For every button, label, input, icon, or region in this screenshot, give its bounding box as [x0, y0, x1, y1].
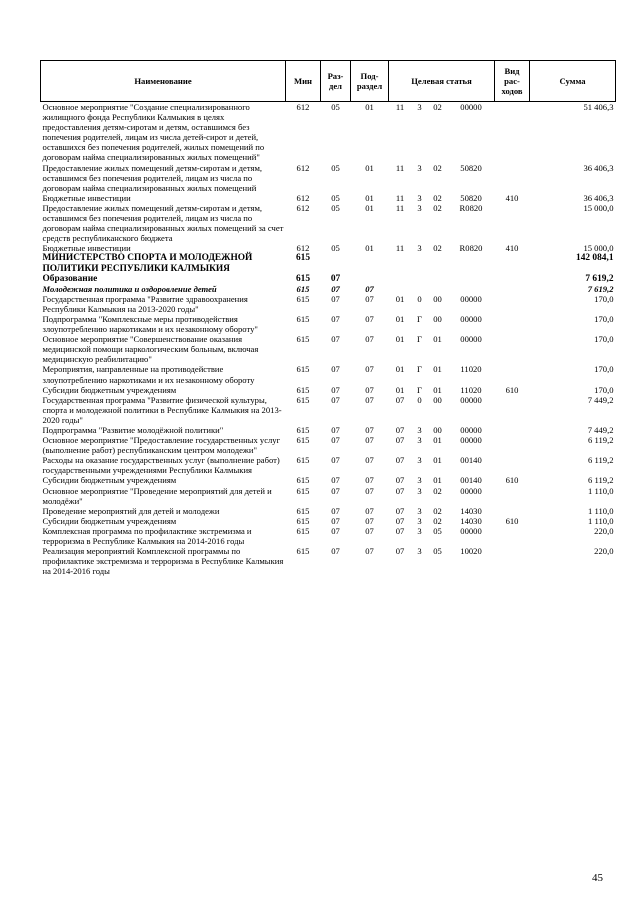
row-razdel: 07 — [331, 425, 340, 435]
row-min: 615 — [295, 253, 311, 264]
row-target-2: Г — [417, 334, 422, 345]
row-min: 612 — [296, 102, 310, 112]
table-row — [41, 284, 616, 294]
row-podrazdel: 07 — [365, 334, 374, 345]
row-target-2: Г — [417, 313, 422, 324]
row-vid — [495, 163, 530, 193]
header-target: Целевая статья — [389, 61, 495, 102]
table-row — [41, 294, 616, 314]
row-target-2: 3 — [417, 435, 422, 446]
row-vid — [495, 284, 530, 294]
row-target-1: 11 — [395, 243, 405, 254]
table-row — [41, 364, 616, 384]
row-target-1: 07 — [395, 505, 405, 516]
row-sum: 7 449,2 — [587, 425, 614, 435]
row-name: Субсидии бюджетным учреждениям — [42, 515, 177, 526]
row-vid — [495, 486, 530, 506]
row-target-3: 00 — [433, 293, 442, 304]
row-target-2: Г — [417, 384, 422, 395]
row-target-1: 07 — [395, 435, 405, 446]
row-name: Бюджетные инвестиции — [42, 243, 131, 254]
row-name: Предоставление жилых помещений детям-сиротам и детям, оставшимся без попечения родителей, лицам из числа по договорам найма специализированных жилых помещений за счет средств республиканского бюджета — [42, 202, 284, 244]
row-podrazdel: 07 — [365, 435, 374, 446]
row-target-3: 02 — [433, 202, 442, 213]
row-target-1: 07 — [395, 475, 405, 486]
row-vid — [495, 334, 530, 364]
row-min: 612 — [296, 202, 310, 213]
row-name: Субсидии бюджетным учреждениям — [42, 384, 177, 395]
row-razdel: 07 — [331, 394, 340, 405]
table-row — [41, 455, 616, 475]
row-vid — [495, 294, 530, 314]
header-podrazdel: Под- раздел — [351, 61, 389, 102]
row-target-3: 00 — [433, 313, 442, 324]
row-sum: 220,0 — [594, 525, 614, 536]
row-name: Реализация мероприятий Комплексной программы по профилактике экстремизма и терроризма в Республике Калмыкия на 2014-2016 годы — [42, 546, 284, 577]
row-name: Комплексная программа по профилактике экстремизма и терроризма в Республике Калмыкия на 2014-2016 годы — [42, 525, 252, 547]
row-min: 615 — [296, 525, 310, 536]
row-sum: 15 000,0 — [583, 202, 614, 213]
row-target-4: R0820 — [459, 202, 483, 213]
row-min: 615 — [296, 515, 310, 526]
row-podrazdel: 07 — [365, 364, 374, 375]
table-row — [41, 253, 616, 273]
row-min: 615 — [296, 364, 310, 375]
row-razdel: 07 — [331, 515, 340, 526]
row-target-2: 0 — [417, 394, 422, 405]
row-sum: 1 110,0 — [588, 485, 614, 496]
row-min: 615 — [296, 283, 310, 294]
row-target-4: 50820 — [460, 162, 482, 173]
row-target-1: 07 — [395, 485, 405, 496]
row-sum: 6 119,2 — [588, 435, 614, 446]
row-razdel: 05 — [331, 102, 340, 112]
row-target-2: 3 — [417, 243, 422, 254]
row-min: 612 — [296, 243, 310, 254]
row-vid — [495, 546, 530, 576]
row-target-3: 01 — [433, 455, 442, 466]
row-min: 615 — [296, 546, 310, 557]
row-sum: 170,0 — [594, 384, 614, 395]
row-target-3: 02 — [433, 515, 442, 526]
row-target-1: 11 — [395, 192, 405, 203]
row-target-2: 3 — [417, 525, 422, 536]
table-row — [41, 435, 616, 455]
table-row — [41, 314, 616, 334]
table-row — [41, 243, 616, 253]
row-target-4: 14030 — [460, 515, 482, 526]
row-target-3: 05 — [433, 546, 442, 557]
table-row — [41, 203, 616, 243]
row-min: 615 — [296, 505, 310, 516]
row-razdel: 07 — [331, 455, 340, 466]
row-podrazdel: 07 — [365, 485, 374, 496]
row-target-3: 01 — [433, 475, 442, 486]
row-podrazdel: 07 — [365, 525, 374, 536]
table-row — [41, 193, 616, 203]
row-target-1: 01 — [395, 334, 405, 345]
row-target-3: 01 — [433, 364, 442, 375]
row-podrazdel: 07 — [365, 394, 374, 405]
row-target-4: R0820 — [459, 243, 483, 254]
row-name: Расходы на оказание государственных услуг (выполнение работ) государственными учреждениями Республики Калмыкия — [42, 455, 280, 476]
row-target-4: 11020 — [460, 384, 482, 395]
row-target-1: 07 — [395, 455, 405, 466]
row-target-2: 3 — [417, 102, 422, 112]
row-podrazdel: 07 — [365, 515, 374, 526]
row-name: Государственная программа "Развитие здравоохранения Республики Калмыкия на 2013-2020 годы" — [42, 293, 248, 314]
row-target-3: 02 — [433, 102, 442, 112]
row-podrazdel — [351, 274, 389, 284]
row-target-3: 02 — [433, 192, 442, 203]
table-row — [41, 506, 616, 516]
row-sum: 7 449,2 — [587, 394, 614, 405]
row-target-2: 3 — [417, 202, 422, 213]
row-name: Основное мероприятие "Совершенствование оказания медицинской помощи наркологическим больным, включая медицинскую реабилитацию" — [42, 334, 259, 365]
budget-table — [40, 60, 616, 576]
table-row — [41, 546, 616, 576]
row-vid — [495, 526, 530, 546]
row-target-3: 02 — [433, 243, 442, 254]
header-razdel: Раз- дел — [321, 61, 351, 102]
table-body — [41, 102, 616, 577]
row-sum: 170,0 — [594, 364, 614, 375]
row-podrazdel: 07 — [365, 546, 374, 557]
row-target-4: 00140 — [460, 475, 482, 486]
table-row — [41, 102, 616, 163]
row-sum: 7 619,2 — [585, 273, 614, 284]
row-name: Субсидии бюджетным учреждениям — [42, 475, 177, 486]
table-row — [41, 385, 616, 395]
row-target-3: 02 — [433, 505, 442, 516]
row-target-4: 50820 — [460, 192, 482, 203]
row-razdel — [321, 253, 351, 273]
row-sum: 142 084,1 — [576, 253, 614, 264]
budget-document — [40, 60, 615, 576]
row-min: 615 — [296, 435, 310, 446]
row-min: 615 — [296, 334, 310, 345]
row-target-2 — [412, 284, 428, 294]
row-vid: 610 — [505, 475, 519, 486]
table-row — [41, 274, 616, 284]
row-target-1: 01 — [395, 293, 405, 304]
row-vid — [495, 435, 530, 455]
row-target-1: 01 — [395, 364, 405, 375]
row-target-2: Г — [417, 364, 422, 375]
row-target-4: 00000 — [460, 435, 482, 446]
row-sum: 6 119,2 — [588, 455, 614, 466]
row-name: Подпрограмма "Развитие молодёжной политики" — [42, 425, 224, 435]
row-podrazdel: 01 — [365, 102, 374, 112]
row-name: Основное мероприятие "Проведение мероприятий для детей и молодёжи" — [42, 485, 272, 506]
row-target-2: 3 — [417, 455, 422, 466]
row-target-3: 01 — [433, 384, 442, 395]
row-target-1: 07 — [395, 546, 405, 557]
row-target-3 — [428, 284, 448, 294]
row-target-1: 07 — [395, 394, 405, 405]
row-name: Образование — [42, 273, 98, 284]
row-target-3: 02 — [433, 162, 442, 173]
row-name: Государственная программа "Развитие физической культуры, спорта и молодежной политики в Республике Калмыкия на 2013-2020 годы" — [42, 394, 282, 425]
row-vid: 410 — [505, 243, 519, 254]
row-vid: 610 — [505, 515, 519, 526]
row-min: 612 — [296, 192, 310, 203]
row-vid: 610 — [505, 384, 519, 395]
row-name: Подпрограмма "Комплексные меры противодействия злоупотреблению наркотиками и их незаконному обороту" — [42, 313, 258, 335]
row-vid: 410 — [505, 192, 519, 203]
row-target-4: 11020 — [460, 364, 482, 375]
row-sum: 36 406,3 — [583, 162, 614, 173]
header-min: Мин — [286, 61, 321, 102]
row-name: Проведение мероприятий для детей и молодежи — [42, 505, 220, 516]
row-razdel: 07 — [331, 475, 340, 486]
row-sum: 51 406,3 — [583, 102, 614, 112]
row-vid — [495, 203, 530, 243]
row-vid — [495, 506, 530, 516]
row-podrazdel: 01 — [365, 202, 374, 213]
row-name: Мероприятия, направленные на противодействие злоупотреблению наркотиками и их незаконному обороту — [42, 364, 255, 385]
row-name: Основное мероприятие "Предоставление государственных услуг (выполнение работ) республиканским центром молодежи" — [42, 435, 281, 456]
row-target-3 — [428, 253, 448, 273]
row-min: 615 — [296, 455, 310, 466]
row-razdel: 05 — [331, 192, 340, 203]
row-min: 615 — [296, 293, 310, 304]
row-target-4: 14030 — [460, 505, 482, 516]
row-target-3: 02 — [433, 485, 442, 496]
row-sum: 1 110,0 — [588, 515, 614, 526]
row-vid — [495, 455, 530, 475]
row-razdel: 07 — [331, 435, 340, 446]
row-target-2 — [412, 253, 428, 273]
table-row — [41, 163, 616, 193]
page-number: 45 — [592, 872, 603, 884]
row-razdel: 07 — [331, 546, 340, 557]
row-podrazdel: 01 — [365, 243, 374, 254]
row-razdel: 07 — [330, 273, 341, 284]
table-row — [41, 516, 616, 526]
row-min: 612 — [296, 162, 310, 173]
row-target-2 — [412, 274, 428, 284]
row-target-2: 3 — [417, 505, 422, 516]
row-target-4 — [448, 274, 495, 284]
row-target-1: 07 — [395, 525, 405, 536]
row-target-4: 00000 — [460, 525, 482, 536]
row-target-1: 01 — [395, 384, 405, 395]
row-target-4: 00140 — [460, 455, 482, 466]
header-sum: Сумма — [530, 61, 616, 102]
row-podrazdel: 01 — [365, 192, 374, 203]
row-target-3: 01 — [433, 334, 442, 345]
row-target-4 — [448, 253, 495, 273]
row-target-3: 00 — [433, 425, 442, 435]
row-podrazdel: 07 — [365, 293, 374, 304]
table-row — [41, 526, 616, 546]
row-target-4: 00000 — [460, 394, 482, 405]
row-target-2: 3 — [417, 515, 422, 526]
row-razdel: 07 — [331, 313, 340, 324]
row-vid — [495, 364, 530, 384]
row-sum: 170,0 — [594, 334, 614, 345]
row-sum: 1 110,0 — [588, 505, 614, 516]
row-name: МИНИСТЕРСТВО СПОРТА И МОЛОДЕЖНОЙ ПОЛИТИКИ РЕСПУБЛИКИ КАЛМЫКИЯ — [42, 253, 253, 274]
row-sum: 170,0 — [594, 293, 614, 304]
row-target-3: 05 — [433, 525, 442, 536]
row-target-1 — [389, 253, 412, 273]
row-podrazdel: 07 — [365, 505, 374, 516]
row-sum: 7 619,2 — [587, 283, 614, 294]
row-target-3: 00 — [433, 394, 442, 405]
row-razdel: 07 — [331, 364, 340, 375]
row-podrazdel — [351, 253, 389, 273]
row-target-4: 00000 — [460, 485, 482, 496]
row-min: 615 — [296, 384, 310, 395]
row-podrazdel: 07 — [365, 384, 374, 395]
row-razdel: 07 — [331, 384, 340, 395]
table-row — [41, 395, 616, 425]
row-target-1 — [389, 274, 412, 284]
header-vid: Вид рас- ходов — [495, 61, 530, 102]
row-target-2: 3 — [417, 475, 422, 486]
row-podrazdel: 07 — [365, 425, 374, 435]
row-name: Бюджетные инвестиции — [42, 192, 131, 203]
row-target-1 — [389, 284, 412, 294]
row-sum: 220,0 — [594, 546, 614, 557]
row-min: 615 — [296, 485, 310, 496]
row-target-4: 00000 — [460, 293, 482, 304]
row-target-1: 07 — [395, 515, 405, 526]
row-target-4 — [448, 284, 495, 294]
row-sum: 170,0 — [594, 313, 614, 324]
row-vid — [495, 425, 530, 435]
table-row — [41, 475, 616, 485]
row-target-4: 00000 — [460, 425, 482, 435]
row-razdel: 05 — [331, 243, 340, 254]
table-row — [41, 334, 616, 364]
row-sum: 6 119,2 — [588, 475, 614, 486]
row-razdel: 07 — [331, 283, 340, 294]
header-name: Наименование — [41, 61, 286, 102]
row-target-2: 3 — [417, 192, 422, 203]
row-target-1: 01 — [395, 313, 405, 324]
row-target-2: 3 — [417, 485, 422, 496]
row-name: Молодежная политика и оздоровление детей — [42, 283, 217, 294]
row-target-1: 11 — [395, 162, 405, 173]
row-razdel: 07 — [331, 334, 340, 345]
row-min: 615 — [295, 273, 311, 284]
row-vid — [495, 395, 530, 425]
row-target-3 — [428, 274, 448, 284]
row-target-2: 3 — [417, 425, 422, 435]
row-target-2: 3 — [417, 162, 422, 173]
row-vid — [495, 274, 530, 284]
row-target-2: 3 — [417, 546, 422, 557]
row-target-4: 00000 — [460, 102, 482, 112]
row-podrazdel: 07 — [365, 313, 374, 324]
row-target-1: 11 — [395, 102, 405, 112]
row-vid — [495, 314, 530, 334]
row-razdel: 07 — [331, 505, 340, 516]
row-target-1: 07 — [395, 425, 405, 435]
row-podrazdel: 07 — [365, 283, 374, 294]
row-name: Основное мероприятие "Создание специализированного жилищного фонда Республики Калмыкия в целях предоставления детям-сиротам и детям, оставшимся без попечения родителей, лицам из числа детей-сирот и детей, оставшихся без попечения родителей, жилых помещений по договорам найма специализированных жилых помещений" — [42, 102, 265, 163]
row-vid — [495, 102, 530, 163]
row-razdel: 07 — [331, 485, 340, 496]
row-razdel: 07 — [331, 525, 340, 536]
row-podrazdel: 07 — [365, 475, 374, 486]
row-min: 615 — [296, 394, 310, 405]
table-header-row — [41, 61, 616, 102]
row-razdel: 05 — [331, 162, 340, 173]
table-row — [41, 486, 616, 506]
table-row — [41, 425, 616, 435]
row-vid — [495, 253, 530, 273]
row-min: 615 — [296, 475, 310, 486]
row-target-3: 01 — [433, 435, 442, 446]
row-razdel: 07 — [331, 293, 340, 304]
row-target-2: 0 — [417, 293, 422, 304]
row-sum: 36 406,3 — [583, 192, 614, 203]
row-sum: 15 000,0 — [583, 243, 614, 254]
row-podrazdel: 01 — [365, 162, 374, 173]
row-target-1: 11 — [395, 202, 405, 213]
row-name: Предоставление жилых помещений детям-сиротам и детям, оставшимся без попечения родителей, лицам из числа по договорам найма специализированных жилых помещений — [42, 162, 263, 193]
row-target-4: 10020 — [460, 546, 482, 557]
row-target-4: 00000 — [460, 334, 482, 345]
row-target-4: 00000 — [460, 313, 482, 324]
row-min: 615 — [296, 425, 310, 435]
row-min: 615 — [296, 313, 310, 324]
row-razdel: 05 — [331, 202, 340, 213]
row-podrazdel: 07 — [365, 455, 374, 466]
